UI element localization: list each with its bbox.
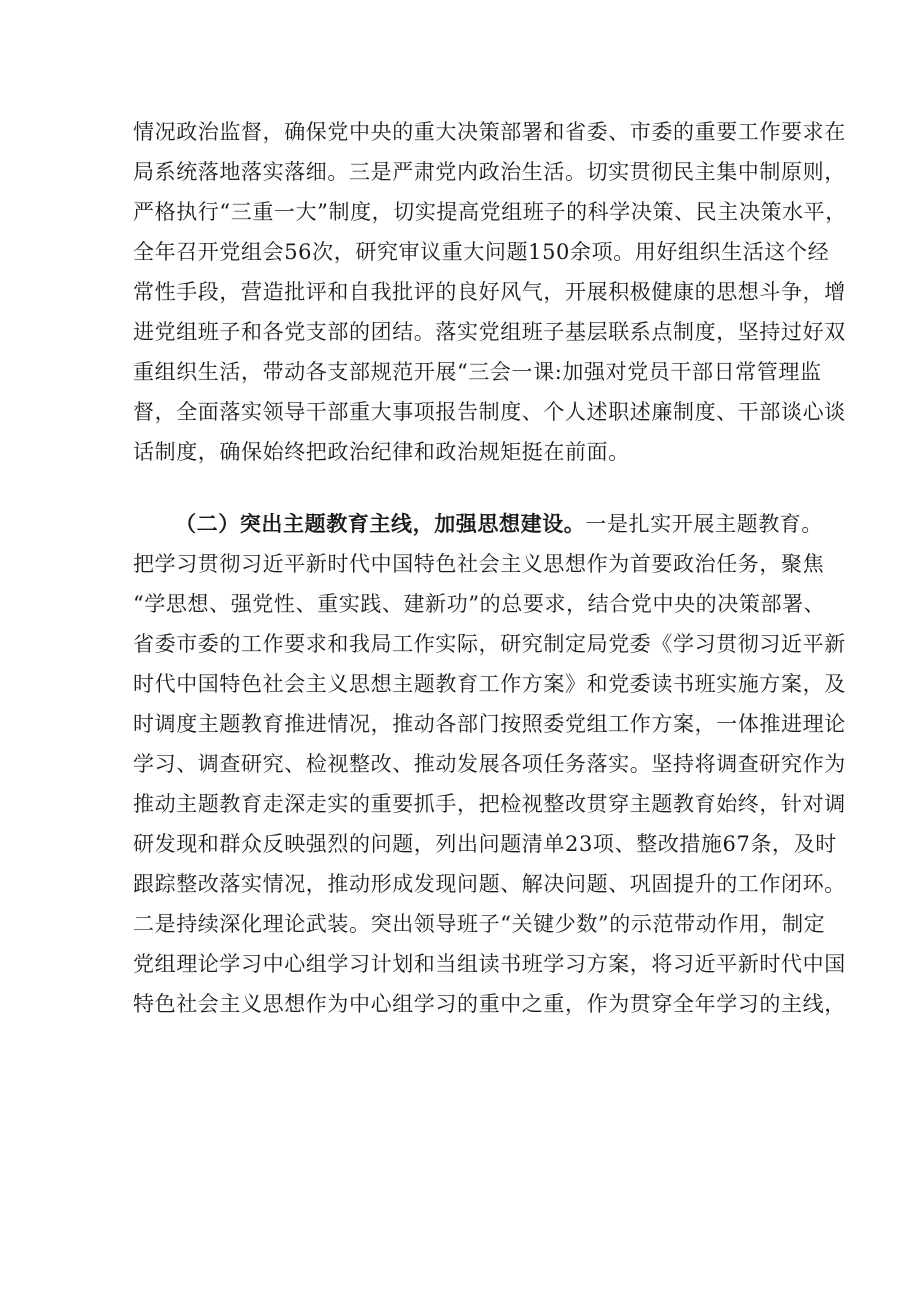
text-line: 把学习贯彻习近平新时代中国特色社会主义思想作为首要政治任务，聚焦 — [133, 552, 825, 576]
document-body — [133, 112, 847, 1024]
text-line: 严格执行“三重一大”制度，切实提高党组班子的科学决策、民主决策水平， — [133, 200, 847, 224]
text-line: 重组织生活，带动各支部规范开展“三会一课:加强对党员干部日常管理监 — [133, 360, 822, 384]
text-line: 情况政治监督，确保党中央的重大决策部署和省委、市委的重要工作要求在 — [133, 120, 846, 144]
paragraph-political-life — [133, 112, 847, 472]
text-line: 特色社会主义思想作为中心组学习的重中之重，作为贯穿全年学习的主线， — [133, 992, 846, 1016]
first-line-rest: 一是扎实开展主题教育。 — [585, 512, 824, 536]
text-line: 跟踪整改落实情况，推动形成发现问题、解决问题、巩固提升的工作闭环。 — [133, 872, 846, 896]
text-line: 督，全面落实领导干部重大事项报告制度、个人述职述廉制度、干部谈心谈 — [133, 400, 846, 424]
text-line: 党组理论学习中心组学习计划和当组读书班学习方案，将习近平新时代中国 — [133, 952, 846, 976]
text-line: 省委市委的工作要求和我局工作实际，研究制定局党委《学习贯彻习近平新 — [133, 632, 846, 656]
text-line: 局系统落地落实落细。三是严肃党内政治生活。切实贯彻民主集中制原则， — [133, 160, 846, 184]
text-line: 进党组班子和各党支部的团结。落实党组班子基层联系点制度，坚持过好双 — [133, 320, 846, 344]
text-line: 时调度主题教育推进情况，推动各部门按照委党组工作方案，一体推进理论 — [133, 712, 846, 736]
text-line: 推动主题教育走深走实的重要抓手，把检视整改贯穿主题教育始终，针对调 — [133, 792, 846, 816]
paragraph-theme-education — [133, 504, 846, 1024]
text-line: 全年召开党组会56次，研究审议重大问题150余项。用好组织生活这个经 — [133, 240, 830, 264]
text-line: 话制度，确保始终把政治纪律和政治规矩挺在前面。 — [133, 440, 630, 464]
text-line: 常性手段，营造批评和自我批评的良好风气，开展积极健康的思想斗争，增 — [133, 280, 846, 304]
text-line: 学习、调查研究、检视整改、推动发展各项任务落实。坚持将调查研究作为 — [133, 752, 846, 776]
text-line: 研发现和群众反映强烈的问题，列出问题清单23项、整改措施67条，及时 — [133, 832, 837, 856]
text-line: 二是持续深化理论武装。突出领导班子“关键少数”的示范带动作用，制定 — [133, 912, 826, 936]
text-line-first — [133, 504, 824, 544]
paragraph-gap — [133, 472, 809, 504]
text-line: 时代中国特色社会主义思想主题教育工作方案》和党委读书班实施方案，及 — [133, 672, 846, 696]
text-line: “学思想、强党性、重实践、建新功”的总要求，结合党中央的决策部署、 — [133, 592, 826, 616]
section-heading: （二）突出主题教育主线，加强思想建设。 — [175, 512, 586, 536]
